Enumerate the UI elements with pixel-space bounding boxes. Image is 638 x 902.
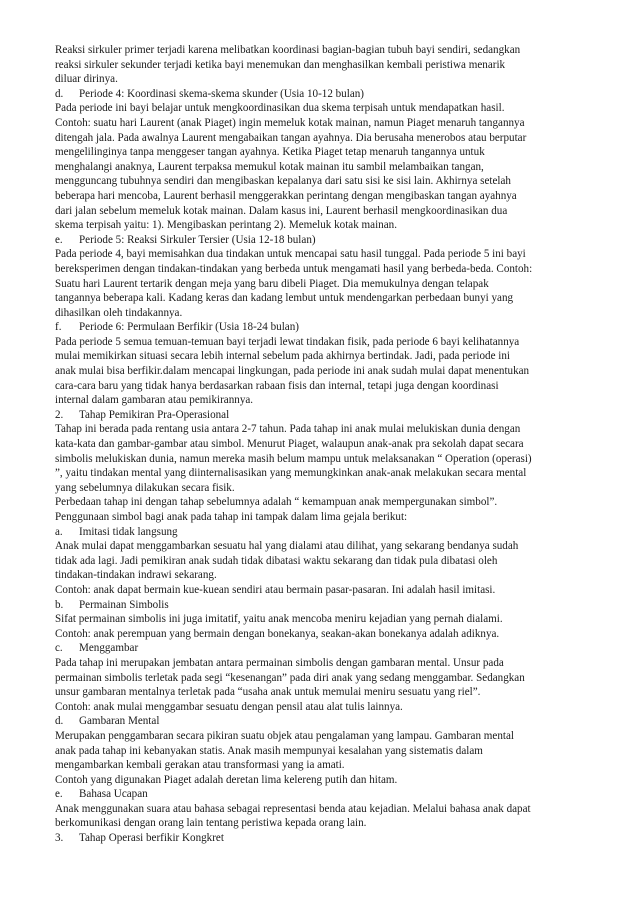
text-line: cara-cara baru yang tidak hanya berdasarkan rabaan fisis dan internal, tetapi juga dengan koordinasi <box>55 379 499 392</box>
text-line: Contoh: anak perempuan yang bermain dengan bonekanya, seakan-akan bonekanya adalah adiknya. <box>55 627 500 640</box>
section-heading <box>55 787 600 802</box>
text-line: mulai memikirkan situasi secara lebih internal sebelum pada akhirnya bertindak. Jadi, pada periode ini <box>55 350 511 363</box>
text-line: anak mulai bisa berfikir.dalam mencapai lingkungan, pada periode ini anak sudah mulai dapat menentukan <box>55 365 530 378</box>
text-line: Anak menggunakan suara atau bahasa sebagai representasi benda atau kejadian. Melalui bahasa anak dapat <box>55 802 531 815</box>
heading-text: Imitasi tidak langsung <box>79 525 178 538</box>
heading-number: 2. <box>55 408 64 421</box>
section-heading <box>55 525 600 540</box>
heading-text: Periode 5: Reaksi Sirkuler Tersier (Usia 12-18 bulan) <box>79 233 316 246</box>
text-line: skema terpisah yaitu: 1). Mengibaskan perintang 2). Memeluk kotak mainan. <box>55 219 397 232</box>
heading-text: Menggambar <box>79 642 139 655</box>
text-line: beberapa hari mencoba, Laurent berhasil menggerakkan perintang dengan mengibaskan tangan ayahnya <box>55 189 517 202</box>
heading-number: c. <box>55 642 63 655</box>
heading-text: Gambaran Mental <box>79 715 160 728</box>
text-line: mengelilinginya tanpa menggeser tangan ayahnya. Ketika Piaget tetap menaruh tangannya untuk <box>55 146 485 159</box>
text-line: diluar dirinya. <box>55 73 118 86</box>
text-line: Merupakan penggambaran secara pikiran suatu objek atau pengalaman yang lampau. Gambaran mental <box>55 729 514 742</box>
text-line: internal dalam gambaran atau pemikirannya. <box>55 394 254 407</box>
heading-number: f. <box>55 321 62 334</box>
text-line: Contoh yang digunakan Piaget adalah deretan lima kelereng putih dan hitam. <box>55 773 398 786</box>
heading-number: 3. <box>55 832 64 845</box>
section-heading <box>55 233 600 248</box>
text-line: Pada tahap ini merupakan jembatan antara permainan simbolis dengan gambaran mental. Unsur pada <box>55 656 504 669</box>
text-line: mengambarkan kembali gerakan atau transformasi yang ia amati. <box>55 759 345 772</box>
heading-text: Periode 4: Koordinasi skema-skema skunder (Usia 10-12 bulan) <box>79 87 364 100</box>
section-heading <box>55 320 600 335</box>
text-line: kata-kata dan gambar-gambar atau simbol. Menurut Piaget, walaupun anak-anak pra sekolah dapat secara <box>55 438 524 451</box>
text-line: reaksi sirkuler sekunder terjadi ketika bayi menemukan dan menghasilkan kembali peristiwa menarik <box>55 58 506 71</box>
text-line: Pada periode 4, bayi memisahkan dua tindakan untuk mencapai satu hasil tunggal. Pada periode 5 ini bayi <box>55 248 526 261</box>
text-line: tindakan-tindakan indrawi sekarang. <box>55 569 217 582</box>
text-line: Tahap ini berada pada rentang usia antara 2-7 tahun. Pada tahap ini anak mulai melukiskan dunia dengan <box>55 423 521 436</box>
heading-number: e. <box>55 233 63 246</box>
heading-number: d. <box>55 87 64 100</box>
text-line: Suatu hari Laurent tertarik dengan meja yang baru dibeli Piaget. Dia memukulnya dengan telapak <box>55 277 489 290</box>
text-line: simbolis melukiskan dunia, namun mereka masih belum mampu untuk melaksanakan “ Operation (operasi) <box>55 452 532 465</box>
text-line: dihasilkan oleh tindakannya. <box>55 306 183 319</box>
section-heading <box>55 641 600 656</box>
heading-number: a. <box>55 525 63 538</box>
text-line: Perbedaan tahap ini dengan tahap sebelumnya adalah “ kemampuan anak mempergunakan simbol”. <box>55 496 498 509</box>
text-line: Penggunaan simbol bagi anak pada tahap ini tampak dalam lima gejala berikut: <box>55 511 408 523</box>
text-line: ”, yaitu tindakan mental yang diinternalisasikan yang memungkinkan anak-anak melakukan secara mental <box>55 467 527 480</box>
document-page <box>55 43 600 846</box>
text-line: Contoh: suatu hari Laurent (anak Piaget) ingin memeluk kotak mainan, namun Piaget menaruh tangannya <box>55 116 525 129</box>
section-heading <box>55 408 600 423</box>
heading-text: Periode 6: Permulaan Berfikir (Usia 18-24 bulan) <box>79 321 299 334</box>
heading-text: Permainan Simbolis <box>79 598 169 611</box>
text-line: berkomunikasi dengan orang lain tentang peristiwa kepada orang lain. <box>55 817 367 830</box>
text-line: mengguncang tubuhnya sendiri dan mengibaskan kepalanya dari satu sisi ke sisi lain. Akhirnya setelah <box>55 175 511 188</box>
heading-text: Bahasa Ucapan <box>79 788 148 801</box>
text-line: ditengah jala. Pada awalnya Laurent mengabaikan tangan ayahnya. Dia berusaha menerobos atau berputar <box>55 131 527 144</box>
text-line: Sifat permainan simbolis ini juga imitatif, yaitu anak mencoba meniru kejadian yang pernah dialami. <box>55 613 503 626</box>
text-line: dari jalan sebelum memeluk kotak mainan. Dalam kasus ini, Laurent berhasil mengkoordinasikan dua <box>55 204 508 217</box>
text-line: Contoh: anak dapat bermain kue-kuean sendiri atau bermain pasar-pasaran. Ini adalah hasil imitasi. <box>55 583 496 596</box>
heading-text: Tahap Pemikiran Pra-Operasional <box>79 408 230 421</box>
text-line: tidak ada lagi. Jadi pemikiran anak sudah tidak dibatasi waktu sekarang dan tidak pula dibatasi oleh <box>55 554 498 567</box>
section-heading <box>55 831 600 846</box>
text-line: Pada periode 5 semua temuan-temuan bayi terjadi lewat tindakan fisik, pada periode 6 bayi kelihatannya <box>55 335 520 348</box>
heading-number: b. <box>55 598 64 611</box>
text-line: Anak mulai dapat menggambarkan sesuatu hal yang dialami atau dilihat, yang sekarang bendanya sudah <box>55 540 519 553</box>
text-line: anak pada tahap ini kebanyakan statis. Anak masih mempunyai kesalahan yang sistematis dalam <box>55 744 483 757</box>
text-line: yang sebelumnya dilakukan secara fisik. <box>55 481 235 494</box>
section-heading <box>55 714 600 729</box>
heading-number: d. <box>55 715 64 728</box>
text-line: bereksperimen dengan tindakan-tindakan yang berbeda untuk mengamati hasil yang berbeda-beda. Contoh: <box>55 262 533 275</box>
text-line: Pada periode ini bayi belajar untuk mengkoordinasikan dua skema terpisah untuk mendapatkan hasil. <box>55 102 505 115</box>
text-line: tangannya beberapa kali. Kadang keras dan kadang lembut untuk mendengarkan perbedaan bunyi yang <box>55 292 514 305</box>
section-heading <box>55 87 600 102</box>
section-heading <box>55 598 600 613</box>
heading-number: e. <box>55 788 63 801</box>
text-line: Contoh: anak mulai menggambar sesuatu dengan pensil atau alat tulis lainnya. <box>55 700 403 713</box>
text-line: unsur gambaran mentalnya terletak pada “usaha anak untuk memulai meniru sesuatu yang riel”. <box>55 686 481 699</box>
text-line: permainan simbolis terletak pada segi “kesenangan” pada diri anak yang sedang menggambar. Sedangkan <box>55 671 525 684</box>
heading-text: Tahap Operasi berfikir Kongkret <box>79 832 224 845</box>
text-line: menghalangi anaknya, Laurent terpaksa memukul kotak mainan itu sambil melambaikan tangan, <box>55 160 484 173</box>
text-line: Reaksi sirkuler primer terjadi karena melibatkan koordinasi bagian-bagian tubuh bayi sendiri, sedangkan <box>55 44 521 56</box>
